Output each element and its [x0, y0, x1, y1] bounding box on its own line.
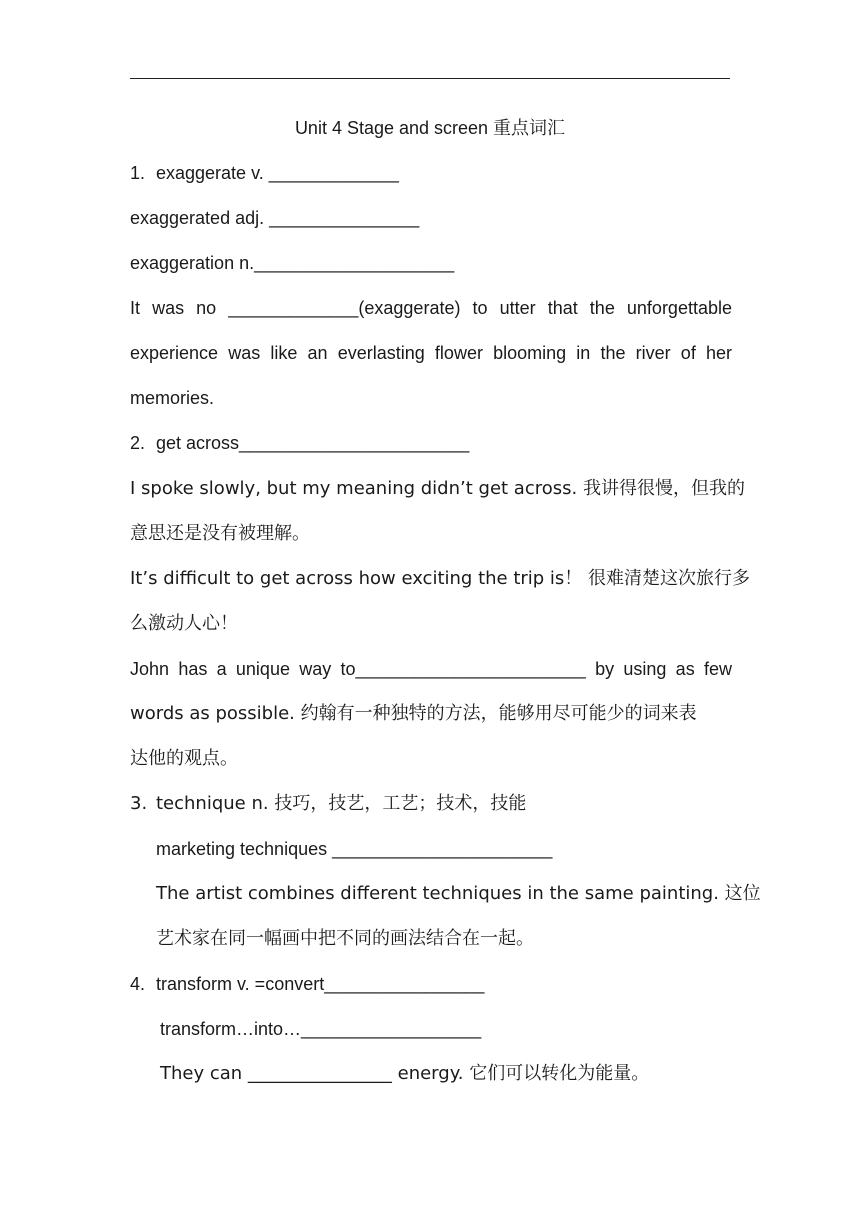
item-text: exaggerate v. _____________: [156, 163, 399, 183]
page-title: Unit 4 Stage and screen 重点词汇: [294, 118, 566, 138]
example-translation: 艺术家在同一幅画中把不同的画法结合在一起。: [156, 928, 534, 949]
item-2-heading: [130, 432, 732, 454]
item-number: 4.: [130, 974, 146, 994]
item-1-heading: [130, 162, 732, 184]
item-text: get across_______________________: [156, 433, 470, 453]
header-rule: [130, 78, 730, 79]
vocab-line: exaggerated adj. _______________: [130, 208, 420, 228]
example-sentence: It was no _____________(exaggerate) to utter that the unforgettable: [130, 298, 732, 318]
example-sentence: John has a unique way to_______________________ by using as few: [130, 659, 732, 679]
example-translation: 么激动人心！: [130, 613, 238, 634]
item-text: technique n. 技巧，技艺，工艺；技术，技能: [156, 793, 527, 814]
vocab-line: marketing techniques ______________________: [156, 839, 553, 859]
example-translation: 意思还是没有被理解。: [130, 523, 310, 544]
example-sentence: experience was like an everlasting flower blooming in the river of her: [130, 343, 732, 363]
item-number: 2.: [130, 433, 146, 453]
example-sentence: The artist combines different techniques in the same painting. 这位: [156, 883, 761, 904]
example-sentence: I spoke slowly, but my meaning didn’t get across. 我讲得很慢，但我的: [130, 478, 745, 499]
example-sentence: They can ________________ energy. 它们可以转化为能量。: [160, 1063, 650, 1084]
example-sentence: words as possible. 约翰有一种独特的方法，能够用尽可能少的词来表: [130, 703, 697, 724]
vocab-line: exaggeration n.____________________: [130, 253, 455, 273]
item-text: transform v. =convert________________: [156, 974, 485, 994]
item-number: 3.: [130, 793, 148, 814]
example-sentence: memories.: [130, 388, 215, 408]
item-4-heading: [130, 973, 732, 995]
example-translation: 达他的观点。: [130, 748, 238, 769]
item-3-heading: [130, 793, 732, 815]
example-sentence: It’s difficult to get across how exciting the trip is！ 很难清楚这次旅行多: [130, 568, 751, 589]
vocab-line: transform…into…__________________: [160, 1019, 482, 1039]
item-number: 1.: [130, 163, 146, 183]
